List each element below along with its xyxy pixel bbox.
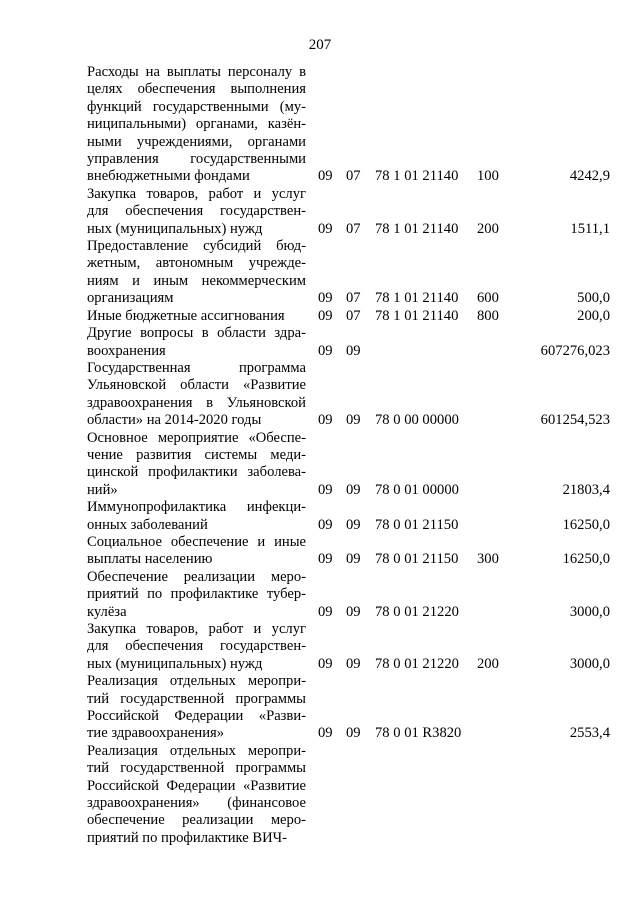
table-row (0, 569, 640, 621)
table-row (0, 360, 640, 430)
amount: 500,0 (577, 290, 610, 307)
description-line: Иммунопрофилактика инфекци- (87, 499, 306, 516)
description-line: ниципальными) органами, казён- (87, 116, 306, 133)
target-article-code: 78 0 01 21220 (375, 655, 459, 672)
amount: 200,0 (577, 307, 610, 324)
amount: 3000,0 (569, 655, 610, 672)
description-line: цинской профилактики заболева- (87, 464, 306, 481)
table-row (0, 499, 640, 534)
section-code: 09 (318, 412, 333, 429)
target-article-code: 78 1 01 21140 (375, 307, 459, 324)
section-code: 09 (318, 220, 333, 237)
description-line: здравоохранения» (финансовое (87, 795, 306, 812)
description-line: тие здравоохранения» (87, 725, 225, 742)
section-code: 09 (318, 290, 333, 307)
section-code: 09 (318, 551, 333, 568)
section-code: 09 (318, 481, 333, 498)
row-description (87, 534, 306, 569)
description-line: Закупка товаров, работ и услуг (87, 621, 306, 637)
target-article-code: 78 0 01 00000 (375, 481, 459, 498)
row-description (87, 360, 306, 430)
table-row (0, 186, 640, 238)
row-description (87, 430, 306, 500)
row-description (87, 743, 306, 847)
subsection-code: 09 (346, 481, 361, 498)
target-article-code: 78 1 01 21140 (375, 168, 459, 185)
row-description (87, 569, 306, 621)
description-line: воохранения (87, 342, 166, 359)
expense-type-code: 100 (477, 168, 499, 185)
section-code: 09 (318, 655, 333, 672)
description-line: обеспечение реализации меро- (87, 812, 306, 829)
description-line: Расходы на выплаты персоналу в (87, 64, 306, 80)
expense-type-code: 600 (477, 290, 499, 307)
target-article-code: 78 1 01 21140 (375, 220, 459, 237)
subsection-code: 09 (346, 603, 361, 620)
description-line: Предоставление субсидий бюд- (87, 238, 306, 255)
description-line: ниям и иным некоммерческим (87, 272, 306, 289)
description-line: жетным, автономным учрежде- (87, 255, 306, 272)
description-line: Государственная программа (87, 359, 306, 376)
row-description (87, 64, 306, 186)
expense-type-code: 200 (477, 220, 499, 237)
description-line: чение развития системы меди- (87, 446, 306, 463)
description-line: приятий по профилактике тубер- (87, 586, 306, 603)
description-line: для обеспечения государствен- (87, 203, 306, 220)
subsection-code: 09 (346, 412, 361, 429)
description-line: Закупка товаров, работ и услуг (87, 185, 306, 202)
target-article-code: 78 0 01 21150 (375, 551, 459, 568)
table-row (0, 325, 640, 360)
target-article-code: 78 1 01 21140 (375, 290, 459, 307)
description-line: ных (муниципальных) нужд (87, 655, 263, 672)
section-code: 09 (318, 307, 333, 324)
amount: 4242,9 (569, 168, 610, 185)
row-description (87, 673, 306, 743)
description-line: внебюджетными фондами (87, 168, 250, 185)
subsection-code: 09 (346, 516, 361, 533)
expense-type-code: 300 (477, 551, 499, 568)
target-article-code: 78 0 01 R3820 (375, 725, 462, 742)
description-line: Иные бюджетные ассигнования (87, 307, 285, 324)
description-line: ными учреждениями, органами (87, 133, 306, 150)
target-article-code: 78 0 01 21220 (375, 603, 459, 620)
description-line: приятий по профилактике ВИЧ- (87, 829, 288, 846)
table-row (0, 621, 640, 673)
table-row (0, 534, 640, 569)
description-line: тий государственной программы (87, 760, 306, 777)
section-code: 09 (318, 168, 333, 185)
row-description (87, 238, 306, 308)
section-code: 09 (318, 342, 333, 359)
subsection-code: 07 (346, 220, 361, 237)
budget-table (0, 64, 640, 847)
expense-type-code: 800 (477, 307, 499, 324)
expense-type-code: 200 (477, 655, 499, 672)
description-line: целях обеспечения выполнения (87, 81, 306, 98)
target-article-code: 78 0 01 21150 (375, 516, 459, 533)
subsection-code: 09 (346, 725, 361, 742)
description-line: Российской Федерации «Развитие (87, 777, 306, 794)
description-line: онных заболеваний (87, 516, 208, 533)
row-description (87, 308, 306, 325)
section-code: 09 (318, 603, 333, 620)
description-line: Ульяновской области «Развитие (87, 377, 306, 394)
row-description (87, 186, 306, 238)
section-code: 09 (318, 516, 333, 533)
description-line: ний» (87, 481, 118, 498)
description-line: Основное мероприятие «Обеспе- (87, 429, 306, 446)
table-row (0, 64, 640, 186)
description-line: тий государственной программы (87, 690, 306, 707)
amount: 1511,1 (570, 220, 610, 237)
description-line: ных (муниципальных) нужд (87, 220, 263, 237)
subsection-code: 07 (346, 290, 361, 307)
row-description (87, 621, 306, 673)
description-line: для обеспечения государствен- (87, 638, 306, 655)
table-row (0, 430, 640, 500)
amount: 16250,0 (562, 551, 610, 568)
description-line: здравоохранения в Ульяновской (87, 394, 306, 411)
target-article-code: 78 0 00 00000 (375, 412, 459, 429)
description-line: организациям (87, 290, 174, 307)
section-code: 09 (318, 725, 333, 742)
description-line: области» на 2014-2020 годы (87, 412, 262, 429)
description-line: Социальное обеспечение и иные (87, 533, 306, 550)
description-line: Реализация отдельных меропри- (87, 673, 306, 690)
table-row (0, 743, 640, 847)
amount: 16250,0 (562, 516, 610, 533)
table-row (0, 238, 640, 308)
subsection-code: 09 (346, 342, 361, 359)
amount: 607276,023 (540, 342, 610, 359)
description-line: управления государственными (87, 151, 306, 168)
amount: 601254,523 (540, 412, 610, 429)
table-row (0, 673, 640, 743)
amount: 2553,4 (569, 725, 610, 742)
description-line: Обеспечение реализации меро- (87, 568, 306, 585)
description-line: функций государственными (му- (87, 98, 306, 115)
row-description (87, 325, 306, 360)
subsection-code: 07 (346, 307, 361, 324)
page-number: 207 (308, 37, 332, 53)
description-line: Другие вопросы в области здра- (87, 325, 306, 342)
table-row (0, 308, 640, 325)
amount: 21803,4 (562, 481, 610, 498)
description-line: выплаты населению (87, 551, 213, 568)
description-line: Российской Федерации «Разви- (87, 708, 306, 725)
description-line: Реализация отдельных меропри- (87, 742, 306, 759)
description-line: кулёза (87, 603, 127, 620)
subsection-code: 07 (346, 168, 361, 185)
subsection-code: 09 (346, 655, 361, 672)
subsection-code: 09 (346, 551, 361, 568)
amount: 3000,0 (569, 603, 610, 620)
row-description (87, 499, 306, 534)
